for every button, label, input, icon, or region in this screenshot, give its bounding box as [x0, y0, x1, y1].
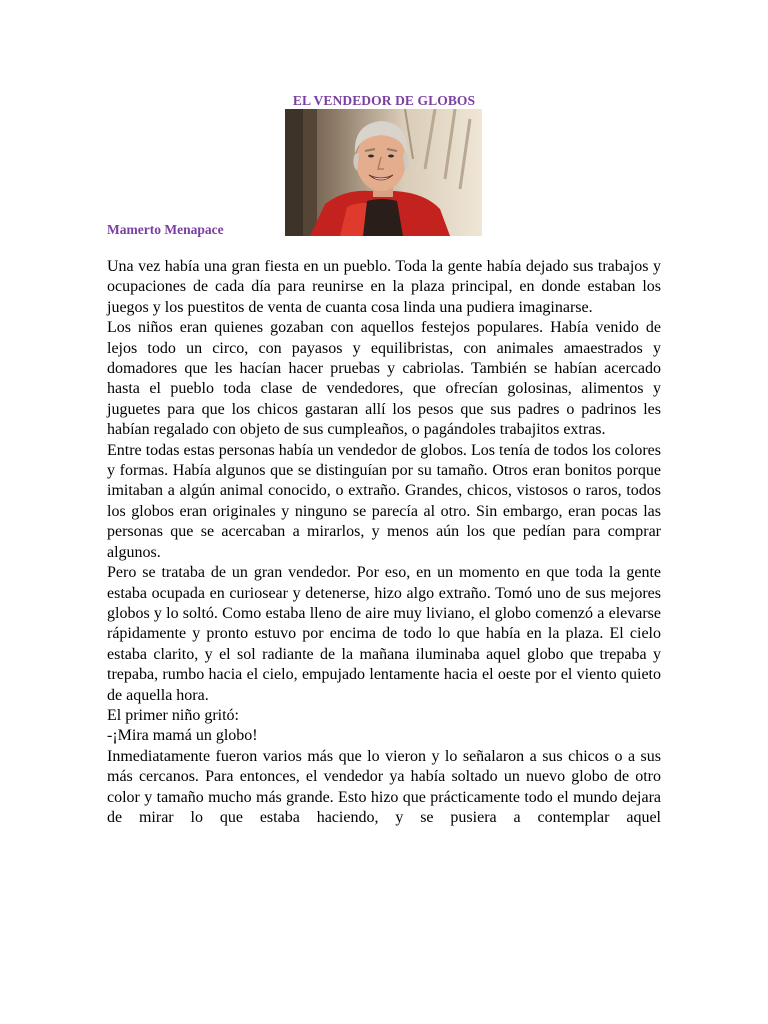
author-name: Mamerto Menapace — [107, 222, 224, 237]
author-photo — [285, 109, 482, 236]
paragraph: Una vez había una gran fiesta en un pueblo. Toda la gente había dejado sus trabajos y ocupaciones de cada día para reunirse en la plaza principal, en donde estaban los juegos y los puestitos de venta de cuanta cosa linda una pudiera imaginarse. — [107, 258, 661, 316]
paragraph: -¡Mira mamá un globo! — [107, 727, 258, 745]
author-portrait-image — [285, 109, 482, 236]
document-title: EL VENDEDOR DE GLOBOS — [292, 93, 476, 108]
paragraph: Pero se trataba de un gran vendedor. Por eso, en un momento en que toda la gente estaba ocupada en curiosear y detenerse, hizo algo extraño. Tomó uno de sus mejores globos y lo soltó. Como estaba lleno de aire muy liviano, el globo comenzó a elevarse rápidamente y pronto estuvo por encima de todo lo que había en la plaza. El cielo estaba clarito, y el sol radiante de la mañana iluminaba aquel globo que trepaba y trepaba, rumbo hacia el cielo, empujado lentamente hacia el oeste por el viento quieto de aquella hora. — [107, 564, 661, 704]
paragraph: El primer niño gritó: — [107, 706, 239, 724]
paragraph: Entre todas estas personas había un vendedor de globos. Los tenía de todos los colores y formas. Había algunos que se distinguían por su tamaño. Otros eran bonitos porque imitaban a algún animal conocido, o extraño. Grandes, chicos, vistosos o raros, todos los globos eran originales y ninguno se parecía al otro. Sin embargo, eran pocas las personas que se acercaban a mirarlos, y menos aún los que pedían para comprar algunos. — [107, 441, 661, 561]
paragraph: Los niños eran quienes gozaban con aquellos festejos populares. Había venido de lejos todo un circo, con payasos y equilibristas, con animales amaestrados y domadores que les hacían hacer pruebas y cabriolas. También se habían acercado hasta el pueblo toda clase de vendedores, que ofrecían golosinas, alimentos y — [107, 319, 661, 398]
paragraph: Inmediatamente fueron varios más que lo vieron y lo señalaron a sus chicos o a sus más cercanos. Para entonces, el vendedor ya había soltado un nuevo globo de otro color y tamaño mucho más grande. Esto hizo que prácticamente todo el mundo dejara de mirar lo que estaba haciendo, y se pusiera a contemplar aquel — [107, 747, 661, 826]
paragraph: juguetes para que los chicos gastaran allí los pesos que sus padres o padrinos les habían regalado con objeto de sus cumpleaños, o pagándoles trabajitos extras. — [107, 400, 661, 439]
document-body — [107, 257, 661, 828]
